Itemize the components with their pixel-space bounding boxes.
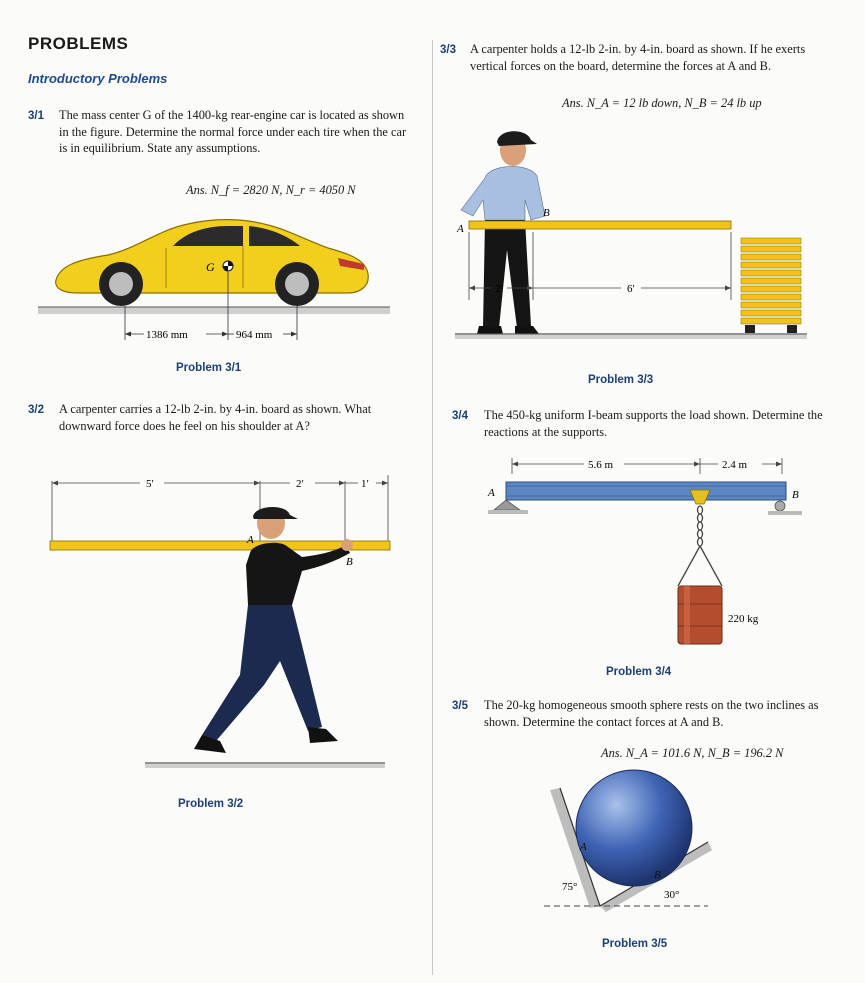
problem-answer: Ans. N_A = 12 lb down, N_B = 24 lb up bbox=[562, 96, 762, 110]
ground bbox=[38, 307, 390, 314]
drum-mass-label: 220 kg bbox=[728, 613, 759, 625]
problem-answer: Ans. N_A = 101.6 N, N_B = 196.2 N bbox=[601, 746, 784, 760]
beam-clamp bbox=[690, 490, 710, 504]
problem-text: The 450-kg uniform I-beam supports the load shown. Determine the reactions at the supports. bbox=[484, 408, 823, 439]
carpenter-figure bbox=[461, 131, 545, 334]
point-b-label: B bbox=[543, 207, 550, 219]
page-title: PROBLEMS bbox=[28, 34, 129, 53]
problem-number: 3/3 bbox=[440, 44, 456, 56]
sphere bbox=[576, 770, 692, 886]
chain bbox=[678, 506, 722, 586]
i-beam bbox=[506, 482, 786, 500]
problem-text: A carpenter carries a 12-lb 2-in. by 4-in. board as shown. What downward force does he feel on his shoulder at A? bbox=[59, 402, 372, 433]
figure-caption: Problem 3/2 bbox=[178, 798, 244, 810]
angle-30-label: 30° bbox=[664, 889, 680, 901]
dim-5ft: 5′ bbox=[146, 478, 154, 490]
dim-964: 964 mm bbox=[236, 329, 273, 341]
point-a-label: A bbox=[580, 841, 587, 853]
lumber-stack bbox=[741, 238, 801, 333]
dim-2ft: 2′ bbox=[296, 478, 304, 490]
dim-2ft: 2′ bbox=[495, 283, 503, 295]
problem-number: 3/2 bbox=[28, 404, 44, 416]
column-divider bbox=[432, 40, 433, 975]
figure-caption: Problem 3/4 bbox=[606, 666, 672, 678]
dim-5-6m: 5.6 m bbox=[588, 459, 614, 471]
problem-number: 3/5 bbox=[452, 700, 468, 712]
problem-answer: Ans. N_f = 2820 N, N_r = 4050 N bbox=[186, 183, 356, 197]
dim-1386: 1386 mm bbox=[146, 329, 188, 341]
section-subtitle: Introductory Problems bbox=[28, 71, 168, 86]
sphere-figure bbox=[540, 768, 720, 923]
board bbox=[469, 221, 731, 229]
problem-number: 3/4 bbox=[452, 410, 468, 422]
problem-text: The mass center G of the 1400-kg rear-engine car is located as shown in the figure. Determine the normal force under each tire when the car is in equilibrium. State any assumptions. bbox=[59, 108, 407, 155]
dim-1ft: 1′ bbox=[361, 478, 369, 490]
g-label: G bbox=[206, 260, 215, 274]
car-figure bbox=[38, 208, 398, 358]
point-a-label: A bbox=[247, 534, 254, 546]
point-a-label: A bbox=[457, 223, 464, 235]
roller-support-b bbox=[775, 501, 785, 511]
problem-text: A carpenter holds a 12-lb 2-in. by 4-in. board as shown. If he exerts vertical forces on the board, determine the forces at A and B. bbox=[470, 42, 806, 73]
dim-6ft: 6′ bbox=[627, 283, 635, 295]
pin-support-a bbox=[494, 500, 520, 510]
point-b-label: B bbox=[346, 556, 353, 568]
point-b-label: B bbox=[792, 489, 799, 501]
problem-text: The 20-kg homogeneous smooth sphere rests on the two inclines as shown. Determine the contact forces at A and B. bbox=[484, 698, 819, 729]
angle-75-label: 75° bbox=[562, 881, 578, 893]
figure-caption: Problem 3/1 bbox=[176, 362, 242, 374]
dim-2-4m: 2.4 m bbox=[722, 459, 748, 471]
point-b-label: B bbox=[654, 869, 661, 881]
point-a-label: A bbox=[488, 487, 495, 499]
carpenter-carry-figure bbox=[40, 465, 410, 775]
i-beam-figure bbox=[478, 452, 818, 652]
problem-number: 3/1 bbox=[28, 110, 44, 122]
carpenter-hold-figure bbox=[445, 120, 815, 355]
figure-caption: Problem 3/5 bbox=[602, 938, 668, 950]
figure-caption: Problem 3/3 bbox=[588, 374, 654, 386]
